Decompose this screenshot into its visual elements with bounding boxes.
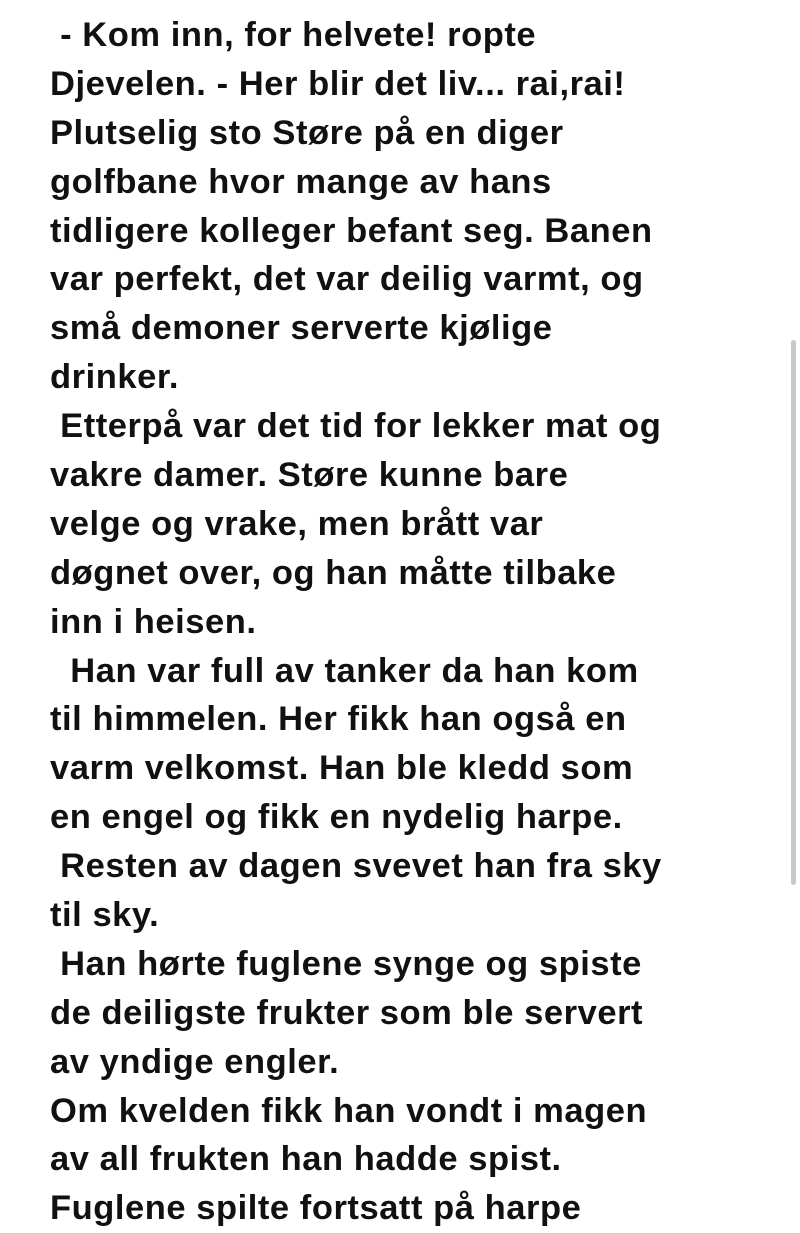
text-line: vakre damer. Støre kunne bare — [50, 456, 569, 495]
text-line: døgnet over, og han måtte tilbake — [50, 553, 617, 592]
text-line: Om kvelden fikk han vondt i magen — [50, 1091, 648, 1130]
text-line: golfbane hvor mange av hans — [50, 162, 552, 201]
text-line: Resten av dagen svevet han fra sky — [50, 847, 662, 886]
text-line: av all frukten han hadde spist. — [50, 1140, 562, 1179]
text-line: tidligere kolleger befant seg. Banen — [50, 211, 653, 250]
text-line: Han var full av tanker da han kom — [50, 651, 639, 690]
text-line: små demoner serverte kjølige — [50, 309, 553, 348]
vertical-scrollbar[interactable] — [791, 340, 796, 885]
note-text-body[interactable] — [50, 11, 770, 1233]
text-line: av yndige engler. — [50, 1042, 340, 1081]
text-line: var perfekt, det var deilig varmt, og — [50, 260, 644, 299]
text-line: inn i heisen. — [50, 602, 257, 641]
text-line: Etterpå var det tid for lekker mat og — [50, 407, 662, 446]
text-line: Djevelen. - Her blir det liv... rai,rai! — [50, 64, 626, 103]
text-line: varm velkomst. Han ble kledd som — [50, 749, 634, 788]
text-line: til himmelen. Her fikk han også en — [50, 700, 627, 739]
text-line: Plutselig sto Støre på en diger — [50, 113, 564, 152]
text-line: - Kom inn, for helvete! ropte — [50, 16, 537, 54]
text-line: til sky. — [50, 896, 160, 935]
text-line: de deiligste frukter som ble servert — [50, 993, 644, 1032]
text-line: velge og vrake, men brått var — [50, 504, 544, 543]
text-line: drinker. — [50, 358, 180, 397]
text-line: Han hørte fuglene synge og spiste — [50, 944, 642, 983]
text-line: Fuglene spilte fortsatt på harpe — [50, 1189, 582, 1228]
text-line: en engel og fikk en nydelig harpe. — [50, 798, 623, 837]
